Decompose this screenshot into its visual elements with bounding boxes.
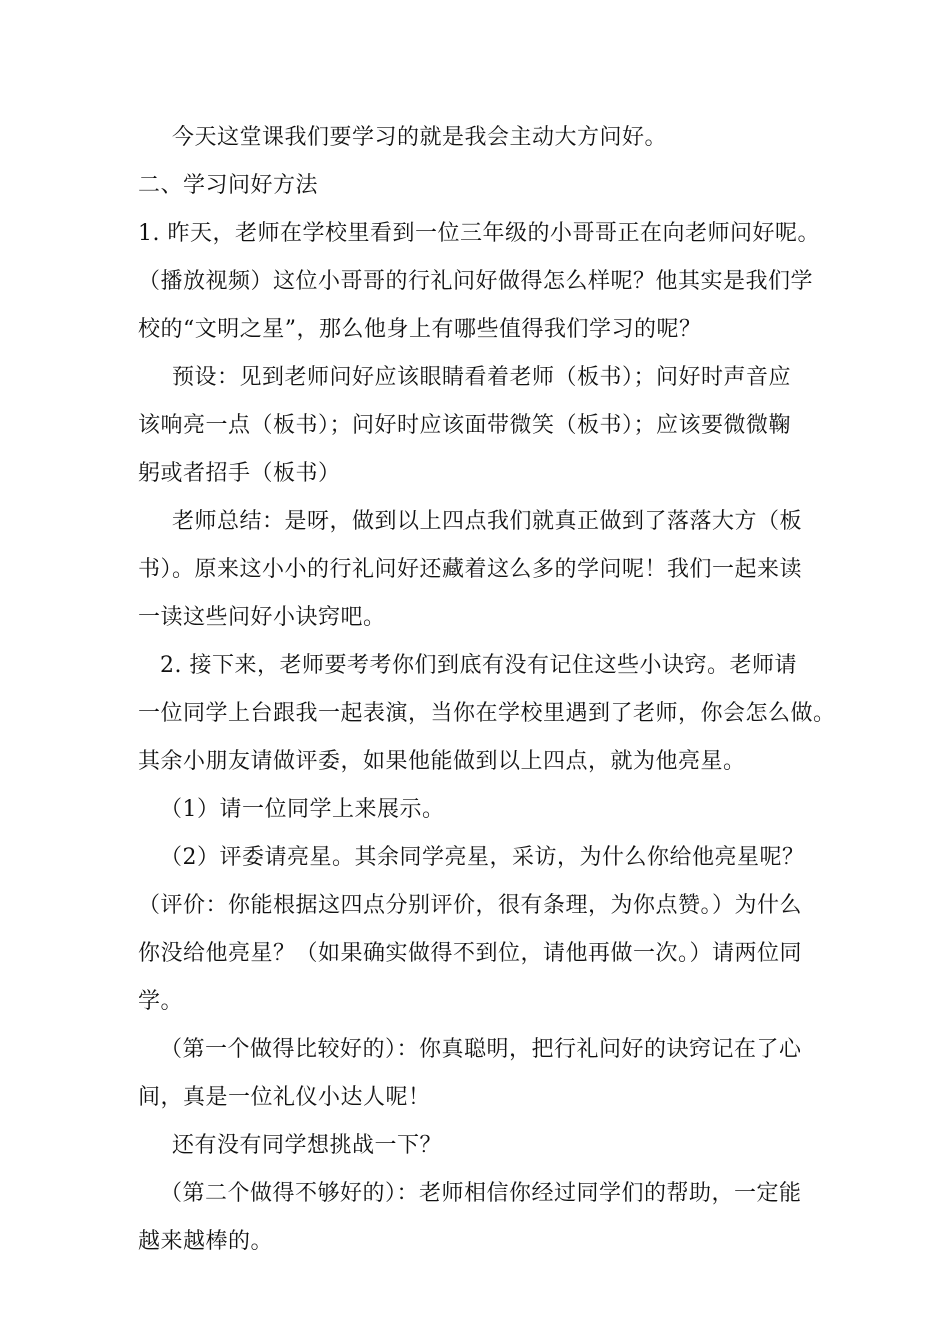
paragraph-line: 你没给他亮星？（如果确实做得不到位，请他再做一次。）请两位同 [138,941,803,966]
paragraph-line: （播放视频）这位小哥哥的行礼问好做得怎么样呢？他其实是我们学 [138,269,814,294]
paragraph-line: 躬或者招手（板书） [138,461,341,486]
paragraph-line: 还有没有同学想挑战一下？ [172,1133,443,1158]
paragraph-line: （评价：你能根据这四点分别评价，很有条理，为你点赞。）为什么 [138,893,803,918]
paragraph-line: 老师总结：是呀，做到以上四点我们就真正做到了落落大方（板 [172,509,803,534]
paragraph-line: 预设：见到老师问好应该眼睛看着老师（板书）；问好时声音应 [172,365,792,390]
paragraph-line: 校的“文明之星”，那么他身上有哪些值得我们学习的呢？ [138,317,702,342]
paragraph-line: 一读这些问好小诀窍吧。 [138,605,386,630]
paragraph-line: 间，真是一位礼仪小达人呢！ [138,1085,431,1110]
paragraph-line: （1）请一位同学上来展示。 [160,797,445,822]
paragraph-line: 其余小朋友请做评委，如果他能做到以上四点，就为他亮星。 [138,749,746,774]
paragraph-line: （第一个做得比较好的）：你真聪明，把行礼问好的诀窍记在了心 [160,1037,802,1062]
paragraph-line: 学。 [138,989,184,1014]
paragraph-line: 越来越棒的。 [138,1229,274,1254]
paragraph-line: 1. 昨天，老师在学校里看到一位三年级的小哥哥正在向老师问好呢。 [138,221,820,246]
paragraph-intro: 今天这堂课我们要学习的就是我会主动大方问好。 [172,125,668,150]
paragraph-line: （2）评委请亮星。其余同学亮星，采访，为什么你给他亮星呢？ [160,845,805,870]
paragraph-line: 2. 接下来，老师要考考你们到底有没有记住这些小诀窍。老师请 [160,653,797,678]
section-heading: 二、学习问好方法 [138,173,319,198]
paragraph-line: 该响亮一点（板书）；问好时应该面带微笑（板书）；应该要微微鞠 [138,413,792,438]
paragraph-line: 一位同学上台跟我一起表演，当你在学校里遇到了老师，你会怎么做。 [138,701,836,726]
paragraph-line: （第二个做得不够好的）：老师相信你经过同学们的帮助，一定能 [160,1181,802,1206]
paragraph-line: 书）。原来这小小的行礼问好还藏着这么多的学问呢！我们一起来读 [138,557,803,582]
